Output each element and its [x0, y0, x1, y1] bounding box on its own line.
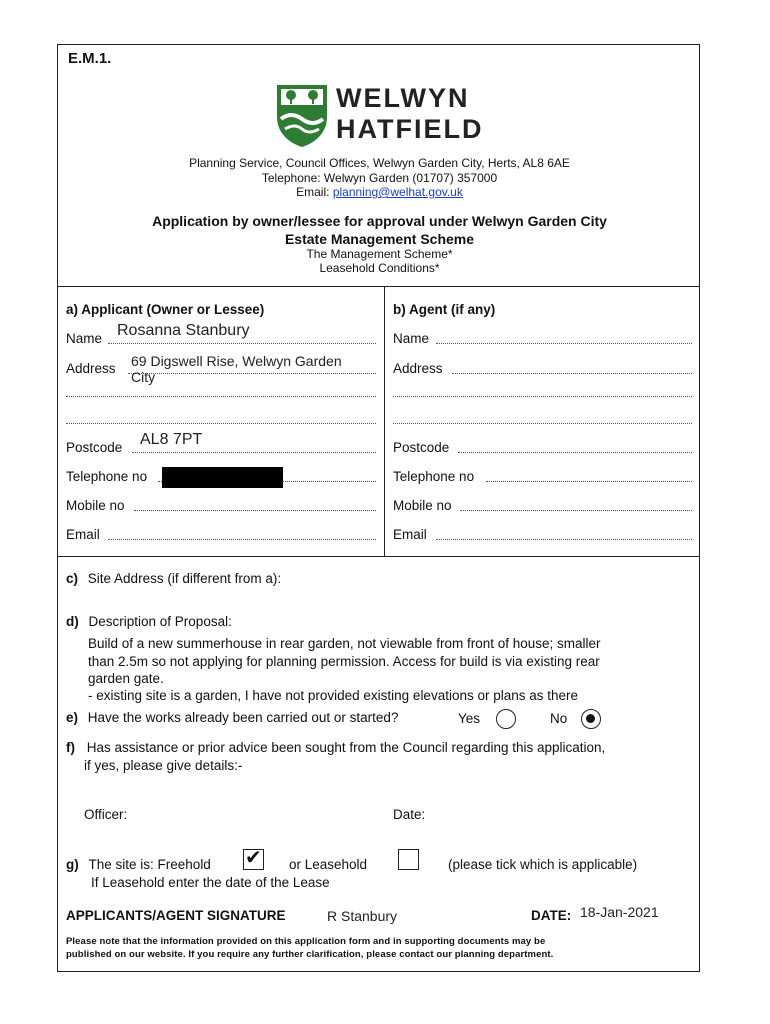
signature-label: APPLICANTS/AGENT SIGNATURE	[66, 908, 286, 923]
section-e-text: Have the works already been carried out or started?	[87, 710, 399, 725]
no-label: No	[550, 711, 568, 726]
applicant-heading: a) Applicant (Owner or Lessee)	[66, 302, 265, 317]
applicant-address-label: Address	[66, 361, 116, 376]
no-radio[interactable]	[581, 709, 601, 729]
logo-text-line1: WELWYN	[336, 83, 470, 113]
section-g-text: The site is: Freehold	[88, 857, 211, 872]
section-c-text: Site Address (if different from a):	[87, 571, 282, 586]
section-c-label: c)	[66, 571, 79, 586]
agent-telephone-line[interactable]	[486, 481, 692, 482]
freehold-checkbox[interactable]	[243, 845, 264, 870]
leasehold-checkbox[interactable]	[398, 849, 419, 870]
column-divider	[384, 286, 385, 556]
divider	[58, 286, 699, 287]
council-logo	[275, 83, 329, 154]
section-d-label: d)	[66, 614, 79, 629]
form-subtitle-1: The Management Scheme*	[306, 247, 453, 261]
section-f-label: f)	[66, 740, 75, 755]
applicant-address-value-line1[interactable]: 69 Digswell Rise, Welwyn Garden	[131, 353, 342, 369]
section-g-label: g)	[66, 857, 79, 872]
section-c	[66, 571, 281, 586]
agent-postcode-line[interactable]	[458, 452, 692, 453]
redacted-telephone	[162, 467, 283, 488]
email-label: Email:	[296, 185, 333, 199]
applicant-postcode-label: Postcode	[66, 440, 123, 455]
logo-text-line2: HATFIELD	[336, 114, 484, 144]
agent-email-label: Email	[393, 527, 427, 542]
header-telephone: Telephone: Welwyn Garden (01707) 357000	[261, 171, 498, 185]
applicant-mobile-label: Mobile no	[66, 498, 125, 513]
applicant-postcode-line	[132, 452, 376, 453]
agent-mobile-line[interactable]	[460, 510, 692, 511]
date-field-label: DATE:	[531, 908, 572, 923]
applicant-mobile-line[interactable]	[134, 510, 376, 511]
section-g	[66, 857, 211, 872]
header-email	[58, 185, 701, 199]
proposal-line4[interactable]: - existing site is a garden, I have not provided existing elevations or plans as there	[88, 688, 579, 703]
proposal-line3[interactable]: garden gate.	[88, 671, 164, 686]
agent-email-line[interactable]	[436, 539, 692, 540]
shield-crest-icon	[275, 83, 329, 149]
section-d	[66, 614, 232, 629]
section-e-label: e)	[66, 710, 79, 725]
section-f-text-line2: if yes, please give details:-	[84, 758, 243, 773]
agent-telephone-label: Telephone no	[393, 469, 475, 484]
applicant-email-label: Email	[66, 527, 100, 542]
form-title-line2: Estate Management Scheme	[284, 231, 475, 247]
agent-address-label: Address	[393, 361, 443, 376]
header-address: Planning Service, Council Offices, Welwyn Garden City, Herts, AL8 6AE	[189, 156, 570, 170]
section-f-text: Has assistance or prior advice been sought from the Council regarding this application,	[86, 740, 606, 755]
date-field-value[interactable]: 18-Jan-2021	[580, 904, 659, 920]
lease-date-text[interactable]: If Leasehold enter the date of the Lease	[91, 875, 330, 890]
application-form	[57, 44, 700, 972]
signature-value[interactable]: R Stanbury	[327, 908, 398, 924]
form-title-line1: Application by owner/lessee for approval under Welwyn Garden City	[152, 213, 607, 229]
email-link[interactable]: planning@welhat.gov.uk	[332, 185, 463, 199]
form-subtitle-2: Leasehold Conditions*	[319, 261, 440, 275]
proposal-line1[interactable]: Build of a new summerhouse in rear garden, not viewable from front of house; smaller	[88, 636, 601, 651]
agent-address-line2[interactable]	[393, 396, 692, 397]
applicant-address-value-line2[interactable]: City	[131, 369, 156, 385]
section-f	[66, 740, 605, 755]
leasehold-label: or Leasehold	[289, 857, 368, 872]
proposal-line2[interactable]: than 2.5m so not applying for planning permission. Access for build is via existing rear	[88, 654, 600, 669]
footer-note-line1: Please note that the information provided on this application form and in supporting documents may be	[66, 936, 546, 947]
applicant-email-line[interactable]	[108, 539, 376, 540]
form-id: E.M.1.	[68, 50, 112, 67]
applicant-address-line2[interactable]	[66, 396, 376, 397]
applicant-postcode-value[interactable]: AL8 7PT	[140, 431, 203, 448]
date-label[interactable]: Date:	[393, 807, 426, 822]
tick-hint: (please tick which is applicable)	[448, 857, 638, 872]
agent-address-line[interactable]	[452, 373, 692, 374]
agent-name-label: Name	[393, 331, 430, 346]
applicant-name-value[interactable]: Rosanna Stanbury	[117, 322, 250, 339]
agent-name-line[interactable]	[436, 343, 692, 344]
applicant-name-line	[108, 343, 376, 344]
applicant-address-line	[128, 373, 376, 374]
agent-mobile-label: Mobile no	[393, 498, 452, 513]
yes-label: Yes	[458, 711, 481, 726]
section-d-text: Description of Proposal:	[88, 614, 232, 629]
no-radio-selected-dot	[586, 714, 595, 723]
agent-postcode-label: Postcode	[393, 440, 450, 455]
agent-address-line3[interactable]	[393, 423, 692, 424]
yes-radio[interactable]	[496, 709, 516, 729]
applicant-address-line3[interactable]	[66, 423, 376, 424]
officer-label[interactable]: Officer:	[84, 807, 128, 822]
footer-note-line2: published on our website. If you require any further clarification, please contact our planning department.	[66, 949, 554, 960]
section-e	[66, 710, 398, 725]
divider	[58, 556, 699, 557]
check-mark-icon: ✔	[245, 845, 262, 869]
applicant-name-label: Name	[66, 331, 103, 346]
agent-heading: b) Agent (if any)	[393, 302, 496, 317]
applicant-telephone-label: Telephone no	[66, 469, 148, 484]
